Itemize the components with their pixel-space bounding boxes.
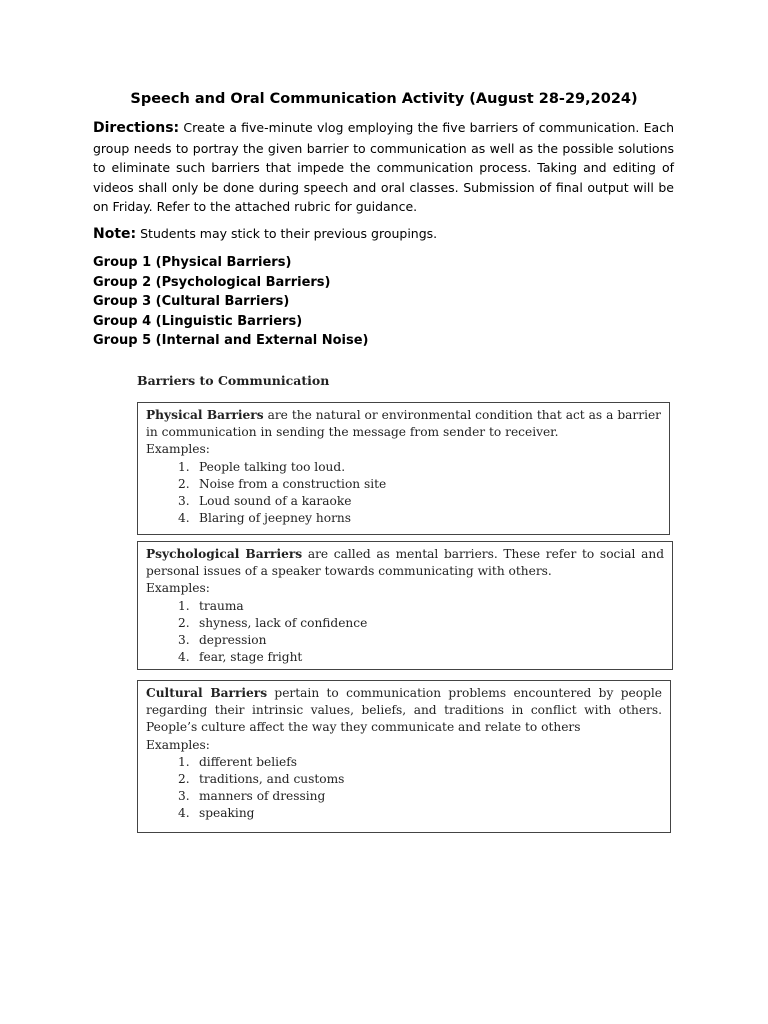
group-item: Group 3 (Cultural Barriers): [93, 294, 290, 309]
example-number: 2.: [178, 615, 190, 630]
examples-label: Examples:: [146, 442, 210, 457]
physical-barriers-box: [137, 402, 670, 535]
directions-text: Create a five-minute vlog employing the five barriers of communication. Each group needs to portray the given barrier to communication as well as the possible solutions to eliminate such barriers that impede the communication process. Taking and editing of videos shall only be done during speech and oral classes. Submission of final output will be on Friday. Refer to the attached rubric for guidance.: [93, 120, 674, 214]
example-number: 4.: [178, 511, 190, 526]
example-text: Loud sound of a karaoke: [199, 494, 352, 509]
example-number: 4.: [178, 650, 190, 665]
example-text: shyness, lack of confidence: [199, 615, 368, 630]
directions-paragraph: [93, 118, 674, 217]
example-item: [178, 771, 662, 788]
example-text: traditions, and customs: [199, 772, 345, 787]
examples-list: [146, 754, 662, 823]
example-number: 3.: [178, 633, 190, 648]
examples-label: Examples:: [146, 581, 210, 596]
note-label: Note:: [93, 226, 137, 242]
example-text: Blaring of jeepney horns: [199, 511, 352, 526]
example-item: [178, 805, 662, 822]
note-text: Students may stick to their previous groupings.: [140, 226, 438, 241]
example-number: 4.: [178, 806, 190, 821]
examples-label: Examples:: [146, 737, 210, 752]
example-text: manners of dressing: [199, 789, 326, 804]
example-text: Noise from a construction site: [199, 476, 387, 491]
example-item: [178, 459, 661, 476]
example-item: [178, 632, 664, 649]
examples-list: [146, 459, 661, 528]
example-text: different beliefs: [199, 754, 298, 769]
group-item: Group 4 (Linguistic Barriers): [93, 313, 303, 329]
example-number: 1.: [178, 598, 190, 613]
example-text: trauma: [199, 598, 244, 613]
barrier-term: Cultural Barriers: [146, 686, 268, 700]
example-text: depression: [199, 633, 267, 648]
example-item: [178, 788, 662, 805]
example-number: 2.: [178, 476, 190, 491]
example-item: [178, 649, 664, 666]
directions-label: Directions:: [93, 120, 180, 136]
example-item: [178, 754, 662, 771]
example-item: [178, 510, 661, 527]
example-text: speaking: [199, 806, 255, 821]
cultural-barriers-box: [137, 680, 671, 833]
psychological-barriers-box: [137, 541, 673, 670]
examples-list: [146, 598, 664, 667]
group-item: Group 5 (Internal and External Noise): [93, 333, 369, 348]
barrier-definition: [146, 407, 661, 441]
barrier-definition-text: are called as mental barriers. These refer to social and personal issues of a speaker towards communicating with others.: [146, 547, 665, 579]
example-number: 3.: [178, 789, 190, 804]
example-item: [178, 615, 664, 632]
barrier-definition-text: are the natural or environmental condition that act as a barrier in communication in sending the message from sender to receiver.: [146, 408, 662, 440]
barrier-term: Psychological Barriers: [146, 547, 303, 561]
example-number: 3.: [178, 494, 190, 509]
example-text: fear, stage fright: [199, 650, 303, 665]
group-item: Group 1 (Physical Barriers): [93, 255, 292, 270]
example-item: [178, 493, 661, 510]
barriers-heading: Barriers to Communication: [137, 373, 330, 388]
group-list: [93, 253, 369, 351]
note-paragraph: [93, 224, 437, 244]
example-number: 1.: [178, 754, 190, 769]
group-item: Group 2 (Psychological Barriers): [93, 274, 331, 290]
example-text: People talking too loud.: [199, 459, 346, 474]
example-number: 1.: [178, 459, 190, 474]
example-item: [178, 598, 664, 615]
page-title: Speech and Oral Communication Activity (August 28-29,2024): [130, 91, 638, 107]
barrier-definition-text: pertain to communication problems encountered by people regarding their intrinsic values, beliefs, and traditions in conflict with others. People’s culture affect the way they communicate and relate to others: [146, 686, 662, 735]
barrier-definition: [146, 685, 662, 737]
example-number: 2.: [178, 772, 190, 787]
example-item: [178, 476, 661, 493]
barrier-definition: [146, 546, 664, 580]
barrier-term: Physical Barriers: [146, 408, 264, 422]
